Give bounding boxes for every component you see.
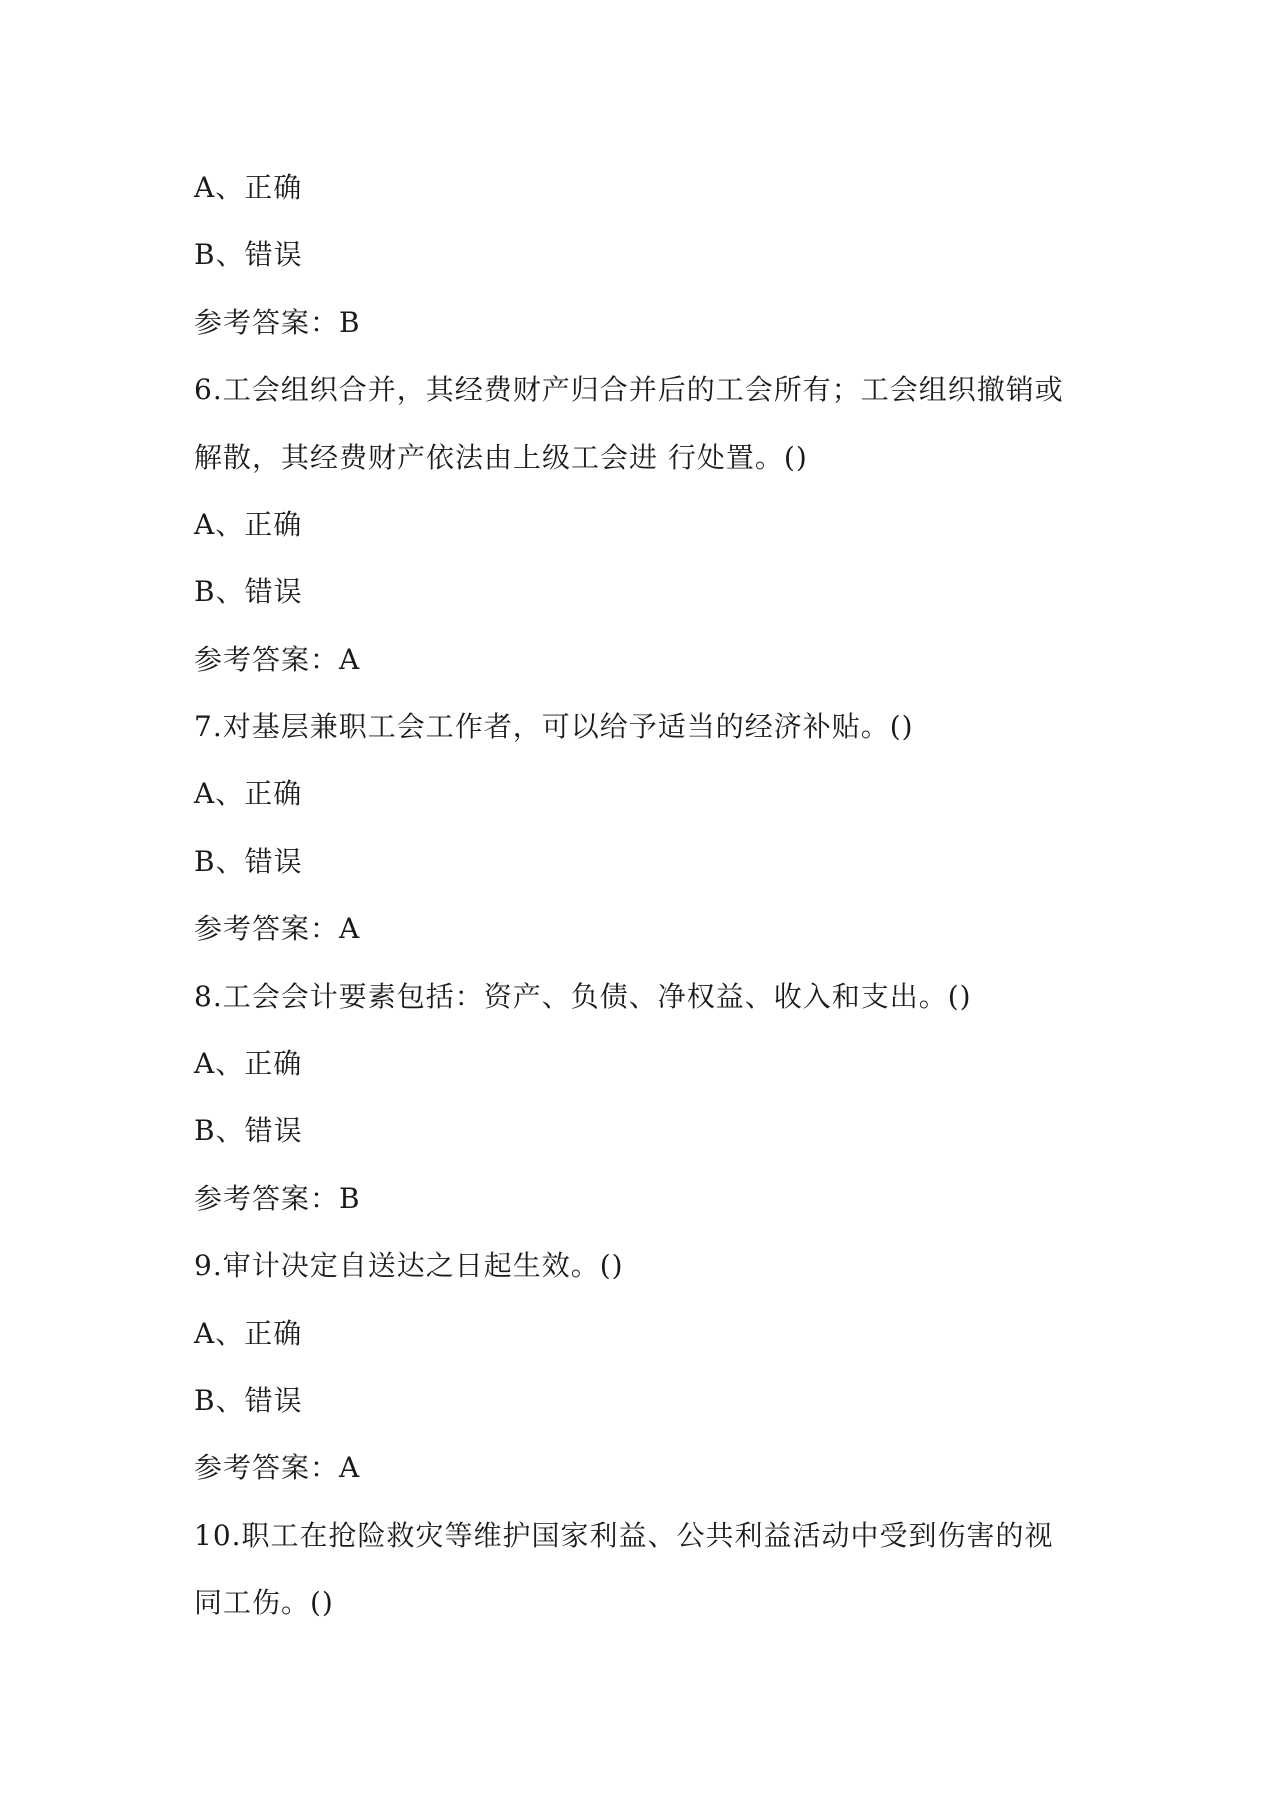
answer-line: 参考答案：A [194, 1451, 361, 1484]
answer-line: 参考答案：A [194, 912, 361, 945]
question-7: 7.对基层兼职工会工作者，可以给予适当的经济补贴。() [194, 710, 914, 743]
option-b: B、错误 [194, 1114, 303, 1147]
question-9: 9.审计决定自送达之日起生效。() [194, 1249, 624, 1282]
question-6-line-2: 解散，其经费财产依法由上级工会进 行处置。() [194, 441, 808, 474]
question-10-line-2: 同工伤。() [194, 1586, 334, 1619]
option-b: B、错误 [194, 238, 303, 271]
option-b: B、错误 [194, 1384, 303, 1417]
option-a: A、正确 [194, 1317, 303, 1350]
option-b: B、错误 [194, 845, 303, 878]
option-a: A、正确 [194, 1047, 303, 1080]
answer-line: 参考答案：B [194, 306, 361, 339]
question-8: 8.工会会计要素包括：资产、负债、净权益、收入和支出。() [194, 980, 972, 1013]
option-a: A、正确 [194, 171, 303, 204]
option-b: B、错误 [194, 575, 303, 608]
answer-line: 参考答案：B [194, 1182, 361, 1215]
question-6-line-1: 6.工会组织合并，其经费财产归合并后的工会所有；工会组织撤销或 [194, 373, 1064, 406]
option-a: A、正确 [194, 777, 303, 810]
answer-line: 参考答案：A [194, 643, 361, 676]
question-10-line-1: 10.职工在抢险救灾等维护国家利益、公共利益活动中受到伤害的视 [194, 1519, 1054, 1552]
option-a: A、正确 [194, 508, 303, 541]
